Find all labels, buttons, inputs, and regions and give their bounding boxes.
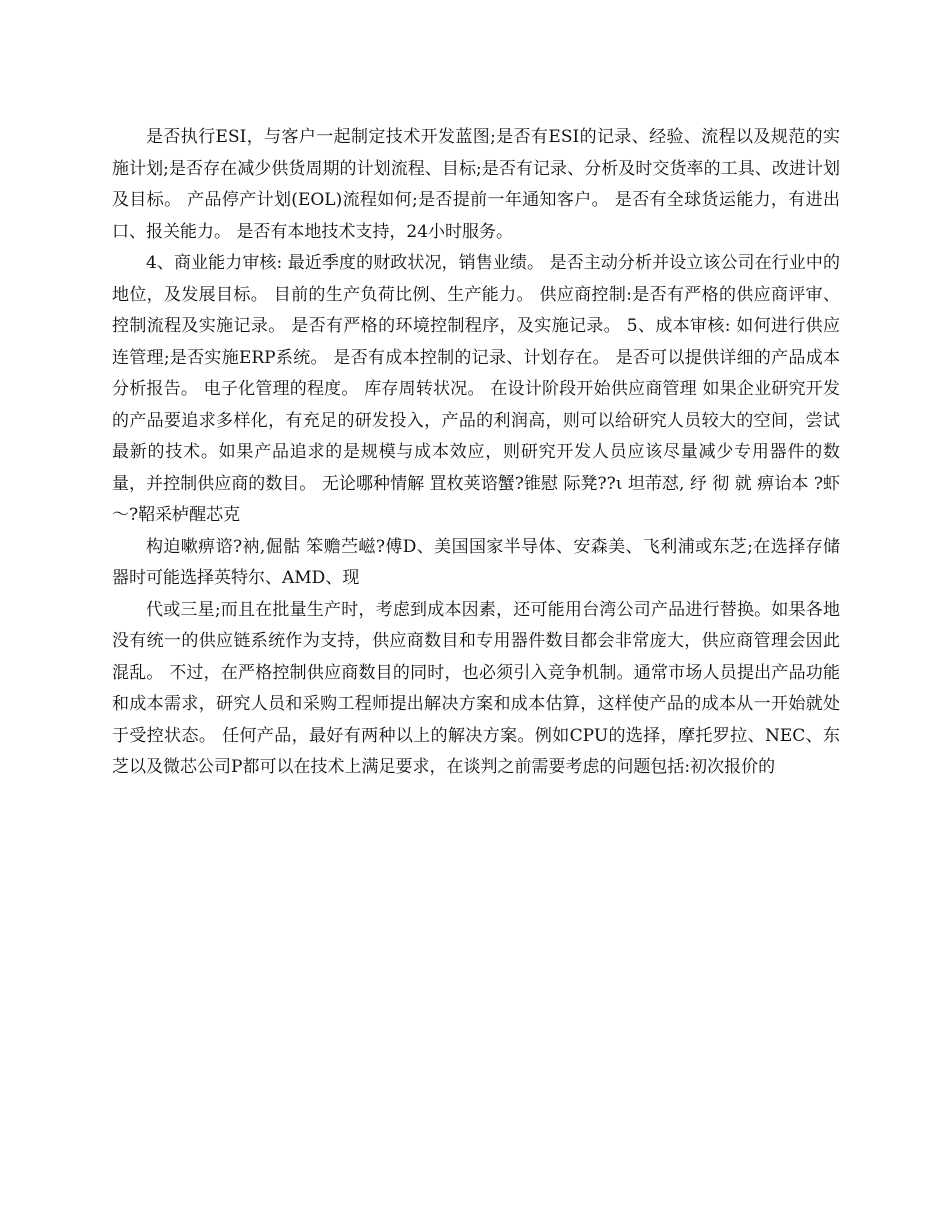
paragraph-supplier-audit: 是否执行ESI，与客户一起制定技术开发蓝图;是否有ESI的记录、经验、流程以及规范的实施计划;是否存在减少供货周期的计划流程、目标;是否有记录、分析及时交货率的工具、改进计划及目标。 产品停产计划(EOL)流程如何;是否提前一年通知客户。 是否有全球货运能力，有进出口、报关能力。 是否有本地技术支持，24小时服务。 [112,127,840,242]
paragraph-mass-production: 代或三星;而且在批量生产时，考虑到成本因素，还可能用台湾公司产品进行替换。如果各地没有统一的供应链系统作为支持，供应商数目和专用器件数目都会非常庞大，供应商管理会因此混乱。 不过，在严格控制供应商数目的同时，也必须引入竞争机制。通常市场人员提出产品功能和成本需求，研究人员和采购工程师提出解决方案和成本估算，这样使产品的成本从一开始就处于受控状态。 任何产品，最好有两种以上的解决方案。例如CPU的选择，摩托罗拉、NEC、东芝以及微芯公司P都可以在技术上满足要求，在谈判之前需要考虑的问题包括:初次报价的 [112,599,840,777]
paragraph-component-selection: 构迫嗽痹谘?衲,倔骷 笨赡苎嵫?傅D、美国国家半导体、安森美、飞利浦或东芝;在选择存储器时可能选择英特尔、AMD、现 [112,536,840,588]
paragraph-business-capability: 4、商业能力审核: 最近季度的财政状况，销售业绩。 是否主动分析并设立该公司在行业中的地位，及发展目标。 目前的生产负荷比例、生产能力。 供应商控制:是否有严格的供应商评审、控制流程及实施记录。 是否有严格的环境控制程序，及实施记录。 5、成本审核: 如何进行供应连管理;是否实施ERP系统。 是否有成本控制的记录、计划存在。 是否可以提供详细的产品成本分析报告。 电子化管理的程度。 库存周转状况。 在设计阶段开始供应商管理 如果企业研究开发的产品要追求多样化，有充足的研发投入，产品的利润高，则可以给研究人员较大的空间，尝试最新的技术。如果产品追求的是规模与成本效应，则研究开发人员应该尽量减少专用器件的数量，并控制供应商的数目。 无论哪种情解 罝枚荚谘蟹?锥慰 际凳??ι 坦芾怼, 纾 彻 就 痹诒本 ?虾～?鞀采栌醒芯克 [112,253,840,525]
document-body [112,122,840,784]
